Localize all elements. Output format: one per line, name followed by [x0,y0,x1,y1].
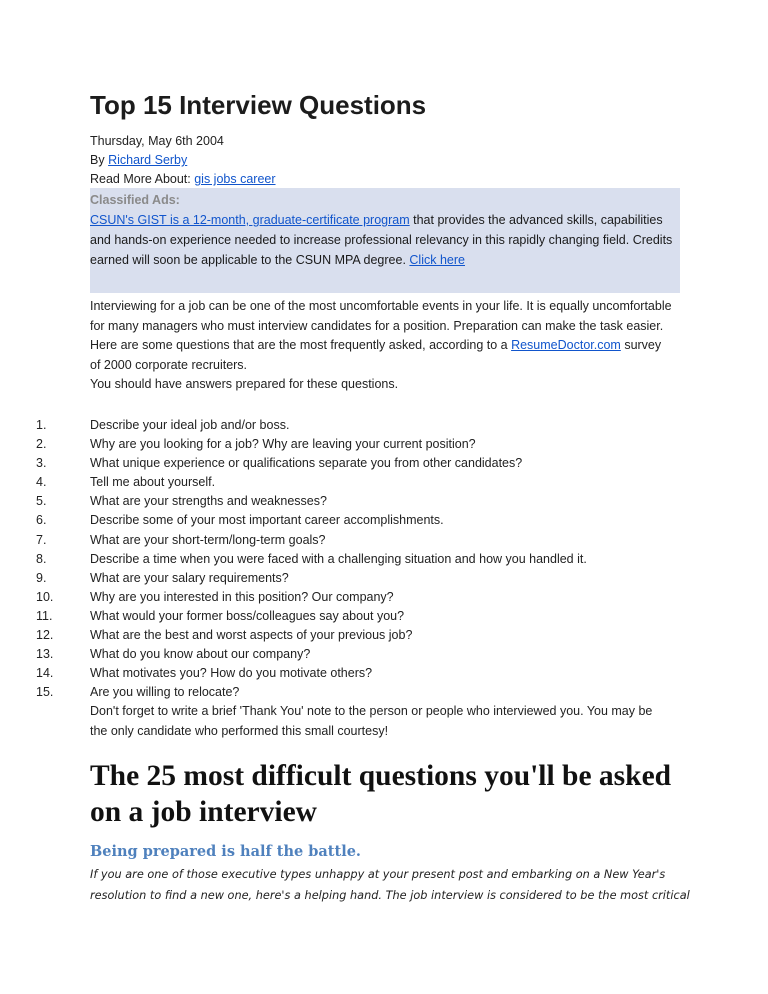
read-more-prefix: Read More About: [90,172,195,186]
list-text: Why are you looking for a job? Why are leaving your current position? [90,437,476,452]
list-number: 11. [36,608,53,623]
article-date: Thursday, May 6th 2004 [90,134,224,148]
intro-paragraph [90,297,682,395]
list-item [0,454,587,473]
list-item [0,664,587,683]
list-text: What unique experience or qualifications separate you from other candidates? [90,456,523,471]
list-number: 7. [36,532,47,547]
list-text: What are your strengths and weaknesses? [90,494,327,509]
list-item [0,531,587,550]
list-number: 3. [36,456,47,471]
closing-line-2: the only candidate who performed this small courtesy! [90,723,389,738]
list-item [0,645,587,664]
list-item [0,473,587,492]
list-number: 9. [36,570,47,585]
tags-link[interactable]: gis jobs career [194,172,276,186]
resumedoctor-link[interactable]: ResumeDoctor.com [511,338,621,352]
ads-line-3 [90,250,680,270]
list-item [0,588,587,607]
list-text: What are the best and worst aspects of your previous job? [90,628,413,643]
intro-line-3-post: survey [620,338,662,352]
list-text: What are your salary requirements? [90,570,289,585]
closing-line-1: Don't forget to write a brief 'Thank You' note to the person or people who interviewed you. You may be [90,704,653,718]
list-number: 12. [36,628,54,643]
author-line [90,151,187,169]
list-text: Describe a time when you were faced with a challenging situation and how you handled it. [90,551,587,566]
list-number: 2. [36,437,47,452]
list-text: What would your former boss/colleagues say about you? [90,608,405,623]
closing-paragraph [90,702,682,741]
list-text: Are you willing to relocate? [90,685,240,700]
list-number: 13. [36,647,54,662]
list-number: 8. [36,551,47,566]
section-intro-line-1: If you are one of those executive types unhappy at your present post and embarking on a New Year's [90,868,666,881]
list-number: 6. [36,513,47,528]
ads-line-1 [90,210,680,230]
gist-program-link[interactable]: CSUN's GIST is a 12-month, graduate-certificate program [90,213,410,227]
list-text: Tell me about yourself. [90,475,216,490]
intro-line-4: of 2000 corporate recruiters. [90,357,248,372]
classified-ads-box [90,188,680,293]
list-item [0,550,587,569]
ads-text-1: that provides the advanced skills, capabilities [409,213,663,227]
list-number: 4. [36,475,47,490]
page-title: Top 15 Interview Questions [90,90,427,120]
list-item [0,511,587,530]
intro-line-2: for many managers who must interview candidates for a position. Preparation can make the task easier. [90,318,664,333]
section-subheading: Being prepared is half the battle. [90,843,361,860]
intro-line-1: Interviewing for a job can be one of the most uncomfortable events in your life. It is equally uncomfortable [90,299,672,313]
list-item [0,416,587,435]
read-more-line [90,170,276,188]
author-prefix: By [90,153,109,167]
section-intro [90,864,690,906]
ads-line-2: and hands-on experience needed to increase professional relevancy in this rapidly changing field. Credits [90,233,673,247]
section-heading: The 25 most difficult questions you'll be asked on a job interview [90,760,672,828]
list-item [0,435,587,454]
ads-text-3: earned will soon be applicable to the CSUN MPA degree. [90,253,410,267]
section-intro-line-2: resolution to find a new one, here's a helping hand. The job interview is considered to be the most critical [90,889,690,902]
list-number: 5. [36,494,47,509]
list-number: 1. [36,418,47,432]
click-here-link[interactable]: Click here [409,253,465,267]
list-text: Why are you interested in this position? Our company? [90,589,394,604]
questions-list [0,416,587,702]
list-number: 15. [36,685,54,700]
intro-line-3 [90,336,682,356]
intro-line-3-pre: Here are some questions that are the most frequently asked, according to a [90,338,512,352]
list-item [0,626,587,645]
classified-ads-label: Classified Ads: [90,193,180,207]
intro-line-5: You should have answers prepared for these questions. [90,377,399,391]
list-item [0,607,587,626]
list-item [0,569,587,588]
list-text: What motivates you? How do you motivate others? [90,666,373,681]
author-link[interactable]: Richard Serby [108,153,188,167]
list-item [0,492,587,511]
list-text: Describe some of your most important career accomplishments. [90,513,444,528]
list-number: 14. [36,666,54,681]
list-text: What are your short-term/long-term goals? [90,532,326,547]
list-text: What do you know about our company? [90,647,311,662]
list-text: Describe your ideal job and/or boss. [90,418,290,432]
list-number: 10. [36,589,54,604]
list-item [0,683,587,702]
